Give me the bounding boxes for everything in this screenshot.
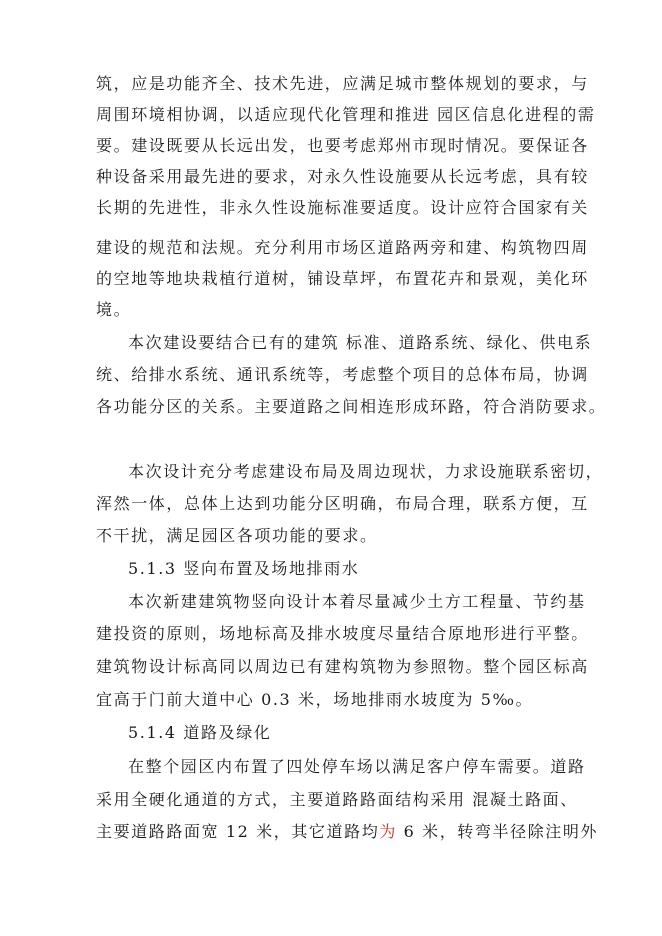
text-line: 本次设计充分考虑建设布局及周边现状，力求设施联系密切， <box>128 462 604 481</box>
text-line: 采用全硬化通道的方式，主要道路路面结构采用 混凝土路面、 <box>96 790 578 809</box>
text-line: 的空地等地块栽植行道树，铺设草坪，布置花卉和景观，美化环 <box>96 269 589 288</box>
text-line: 周围环境相协调，以适应现代化管理和推进 园区信息化进程的需 <box>96 105 596 124</box>
text-run: 主要道路路面宽 12 米，其它道路均 <box>96 822 380 841</box>
text-line: 建筑物设计标高同以周边已有建构筑物为参照物。整个园区标高 <box>96 657 589 676</box>
text-line: 各功能分区的关系。主要道路之间相连形成环路，符合消防要求。 <box>96 397 607 416</box>
section-heading: 5.1.4 道路及绿化 <box>128 723 272 742</box>
text-line <box>96 819 599 845</box>
text-line: 浑然一体，总体上达到功能分区明确，布局合理，联系方便，互 <box>96 494 589 513</box>
text-run: 6 米，转弯半径除注明外 <box>396 822 599 841</box>
text-line: 本次建设要结合已有的建筑 标准、道路系统、绿化、供电系 <box>128 333 593 352</box>
text-line: 境。 <box>96 300 132 319</box>
text-line: 要。建设既要从长远出发，也要考虑郑州市现时情况。要保证各 <box>96 136 589 155</box>
highlighted-text: 为 <box>379 822 397 841</box>
text-line: 不干扰，满足园区各项功能的要求。 <box>96 526 378 545</box>
text-line: 宜高于门前大道中心 0.3 米，场地排雨水坡度为 5‰。 <box>96 690 534 709</box>
text-line: 长期的先进性，非永久性设施标准要适度。设计应符合国家有关 <box>96 198 589 217</box>
text-line: 统、给排水系统、通讯系统等，考虑整个项目的总体布局，协调 <box>96 365 589 384</box>
text-line: 建投资的原则，场地标高及排水坡度尽量结合原地形进行平整。 <box>96 624 589 643</box>
section-heading: 5.1.3 竖向布置及场地排雨水 <box>128 559 360 578</box>
text-line: 在整个园区内布置了四处停车场以满足客户停车需要。道路 <box>128 757 586 776</box>
text-line: 种设备采用最先进的要求，对永久性设施要从长远考虑，具有较 <box>96 167 589 186</box>
text-line: 本次新建建筑物竖向设计本着尽量减少土方工程量、节约基 <box>128 592 586 611</box>
text-line: 筑，应是功能齐全、技术先进，应满足城市整体规划的要求，与 <box>96 74 589 93</box>
text-line: 建设的规范和法规。充分利用市场区道路两旁和建、构筑物四周 <box>96 238 589 257</box>
